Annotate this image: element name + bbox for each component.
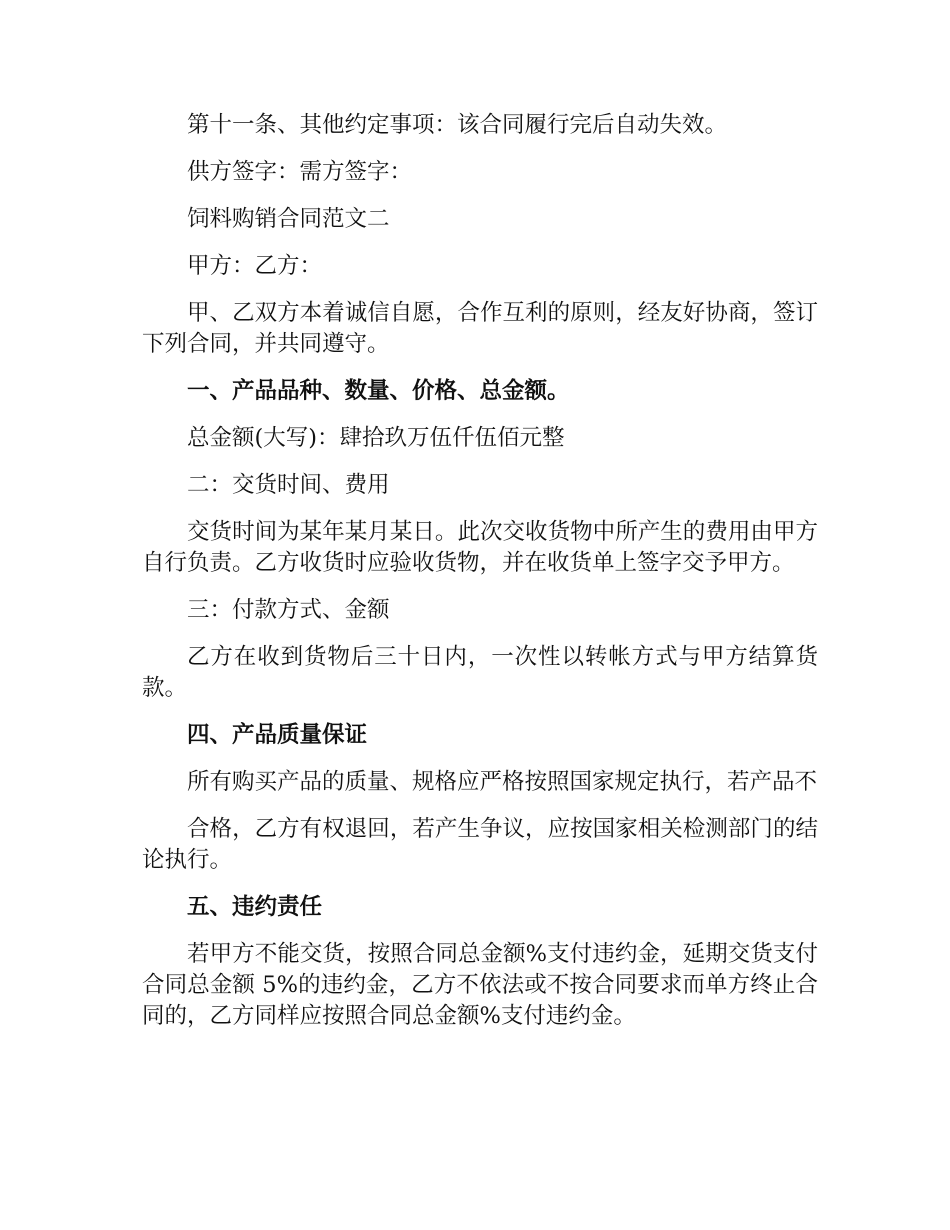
- parties-line: 甲方：乙方：: [187, 253, 323, 279]
- section-two-heading: 二：交货时间、费用: [187, 472, 390, 498]
- clause-eleven: 第十一条、其他约定事项：该合同履行完后自动失效。: [187, 112, 728, 138]
- payment-terms: 乙方在收到货物后三十日内，一次性以转帐方式与甲方结算货款。: [142, 644, 818, 701]
- section-five-heading: 五、违约责任: [187, 894, 323, 920]
- breach-terms: 若甲方不能交货，按照合同总金额%支付违约金，延期交货支付合同总金额 5%的违约金，乙方不依法或不按合同要求而单方终止合同的，乙方同样应按照合同总金额%支付违约金。: [142, 941, 818, 1029]
- section-four-heading: 四、产品质量保证: [187, 722, 368, 748]
- section-one-heading: 一、产品品种、数量、价格、总金额。: [187, 378, 570, 404]
- preamble: 甲、乙双方本着诚信自愿，合作互利的原则，经友好协商，签订下列合同，并共同遵守。: [142, 300, 818, 357]
- document-page: [142, 110, 818, 1032]
- section-three-heading: 三：付款方式、金额: [187, 597, 390, 623]
- signature-line: 供方签字：需方签字：: [187, 159, 413, 185]
- total-amount: 总金额(大写)：肆拾玖万伍仟伍佰元整: [187, 425, 565, 451]
- quality-terms-part1: 所有购买产品的质量、规格应严格按照国家规定执行，若产品不: [187, 769, 818, 795]
- sample-two-title: 饲料购销合同范文二: [187, 206, 390, 232]
- delivery-terms: 交货时间为某年某月某日。此次交收货物中所产生的费用由甲方自行负责。乙方收货时应验收货物，并在收货单上签字交予甲方。: [142, 519, 818, 576]
- quality-terms-part2: 合格，乙方有权退回，若产生争议，应按国家相关检测部门的结论执行。: [142, 816, 818, 873]
